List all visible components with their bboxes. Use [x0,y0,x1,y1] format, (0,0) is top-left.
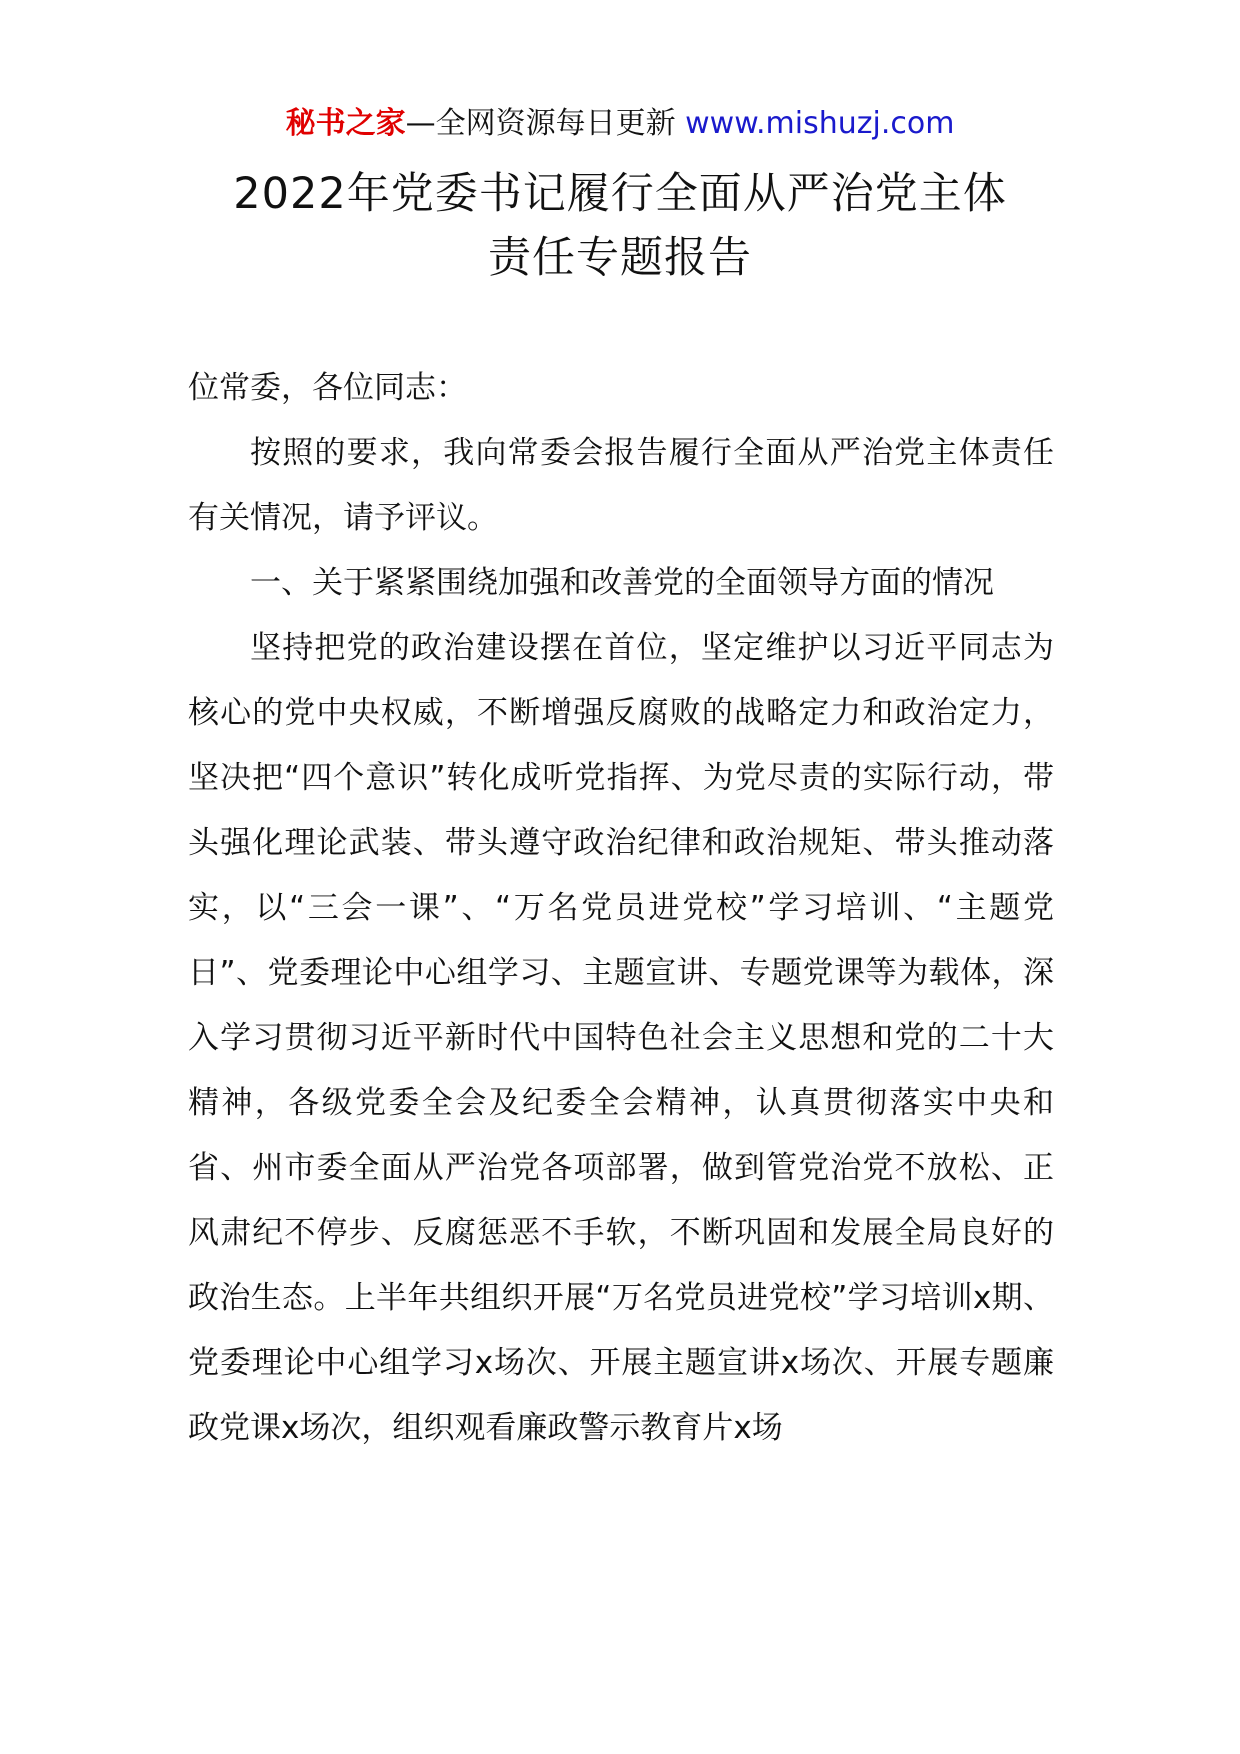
paragraph-section-1: 坚持把党的政治建设摆在首位，坚定维护以习近平同志为核心的党中央权威，不断增强反腐败的战略定力和政治定力，坚决把“四个意识”转化成听党指挥、为党尽责的实际行动，带头强化理论武装、带头遵守政治纪律和政治规矩、带头推动落实，以“三会一课”、“万名党员进党校”学习培训、“主题党日”、党委理论中心组学习、主题宣讲、专题党课等为载体，深入学习贯彻习近平新时代中国特色社会主义思想和党的二十大精神，各级党委全会及纪委全会精神，认真贯彻落实中央和省、州市委全面从严治党各项部署，做到管党治党不放松、正风肃纪不停步、反腐惩恶不手软，不断巩固和发展全局良好的政治生态。上半年共组织开展“万名党员进党校”学习培训x期、党委理论中心组学习x场次、开展主题宣讲x场次、开展专题廉政党课x场次，组织观看廉政警示教育片x场 [188,630,1054,1446]
site-brand: 秘书之家 [285,106,406,141]
site-url-link[interactable]: www.mishuzj.com [685,106,955,141]
document-title-line-2: 责任专题报告 [488,233,752,283]
document-body [188,356,1054,1461]
document-title-line-1: 2022年党委书记履行全面从严治党主体 [233,169,1007,219]
site-tagline: —全网资源每日更新 [405,106,686,141]
paragraph-intro: 按照的要求，我向常委会报告履行全面从严治党主体责任有关情况，请予评议。 [188,435,1054,536]
site-banner [0,102,1240,146]
section-heading-1: 一、关于紧紧围绕加强和改善党的全面领导方面的情况 [250,565,994,601]
salutation: 位常委，各位同志： [188,370,467,406]
